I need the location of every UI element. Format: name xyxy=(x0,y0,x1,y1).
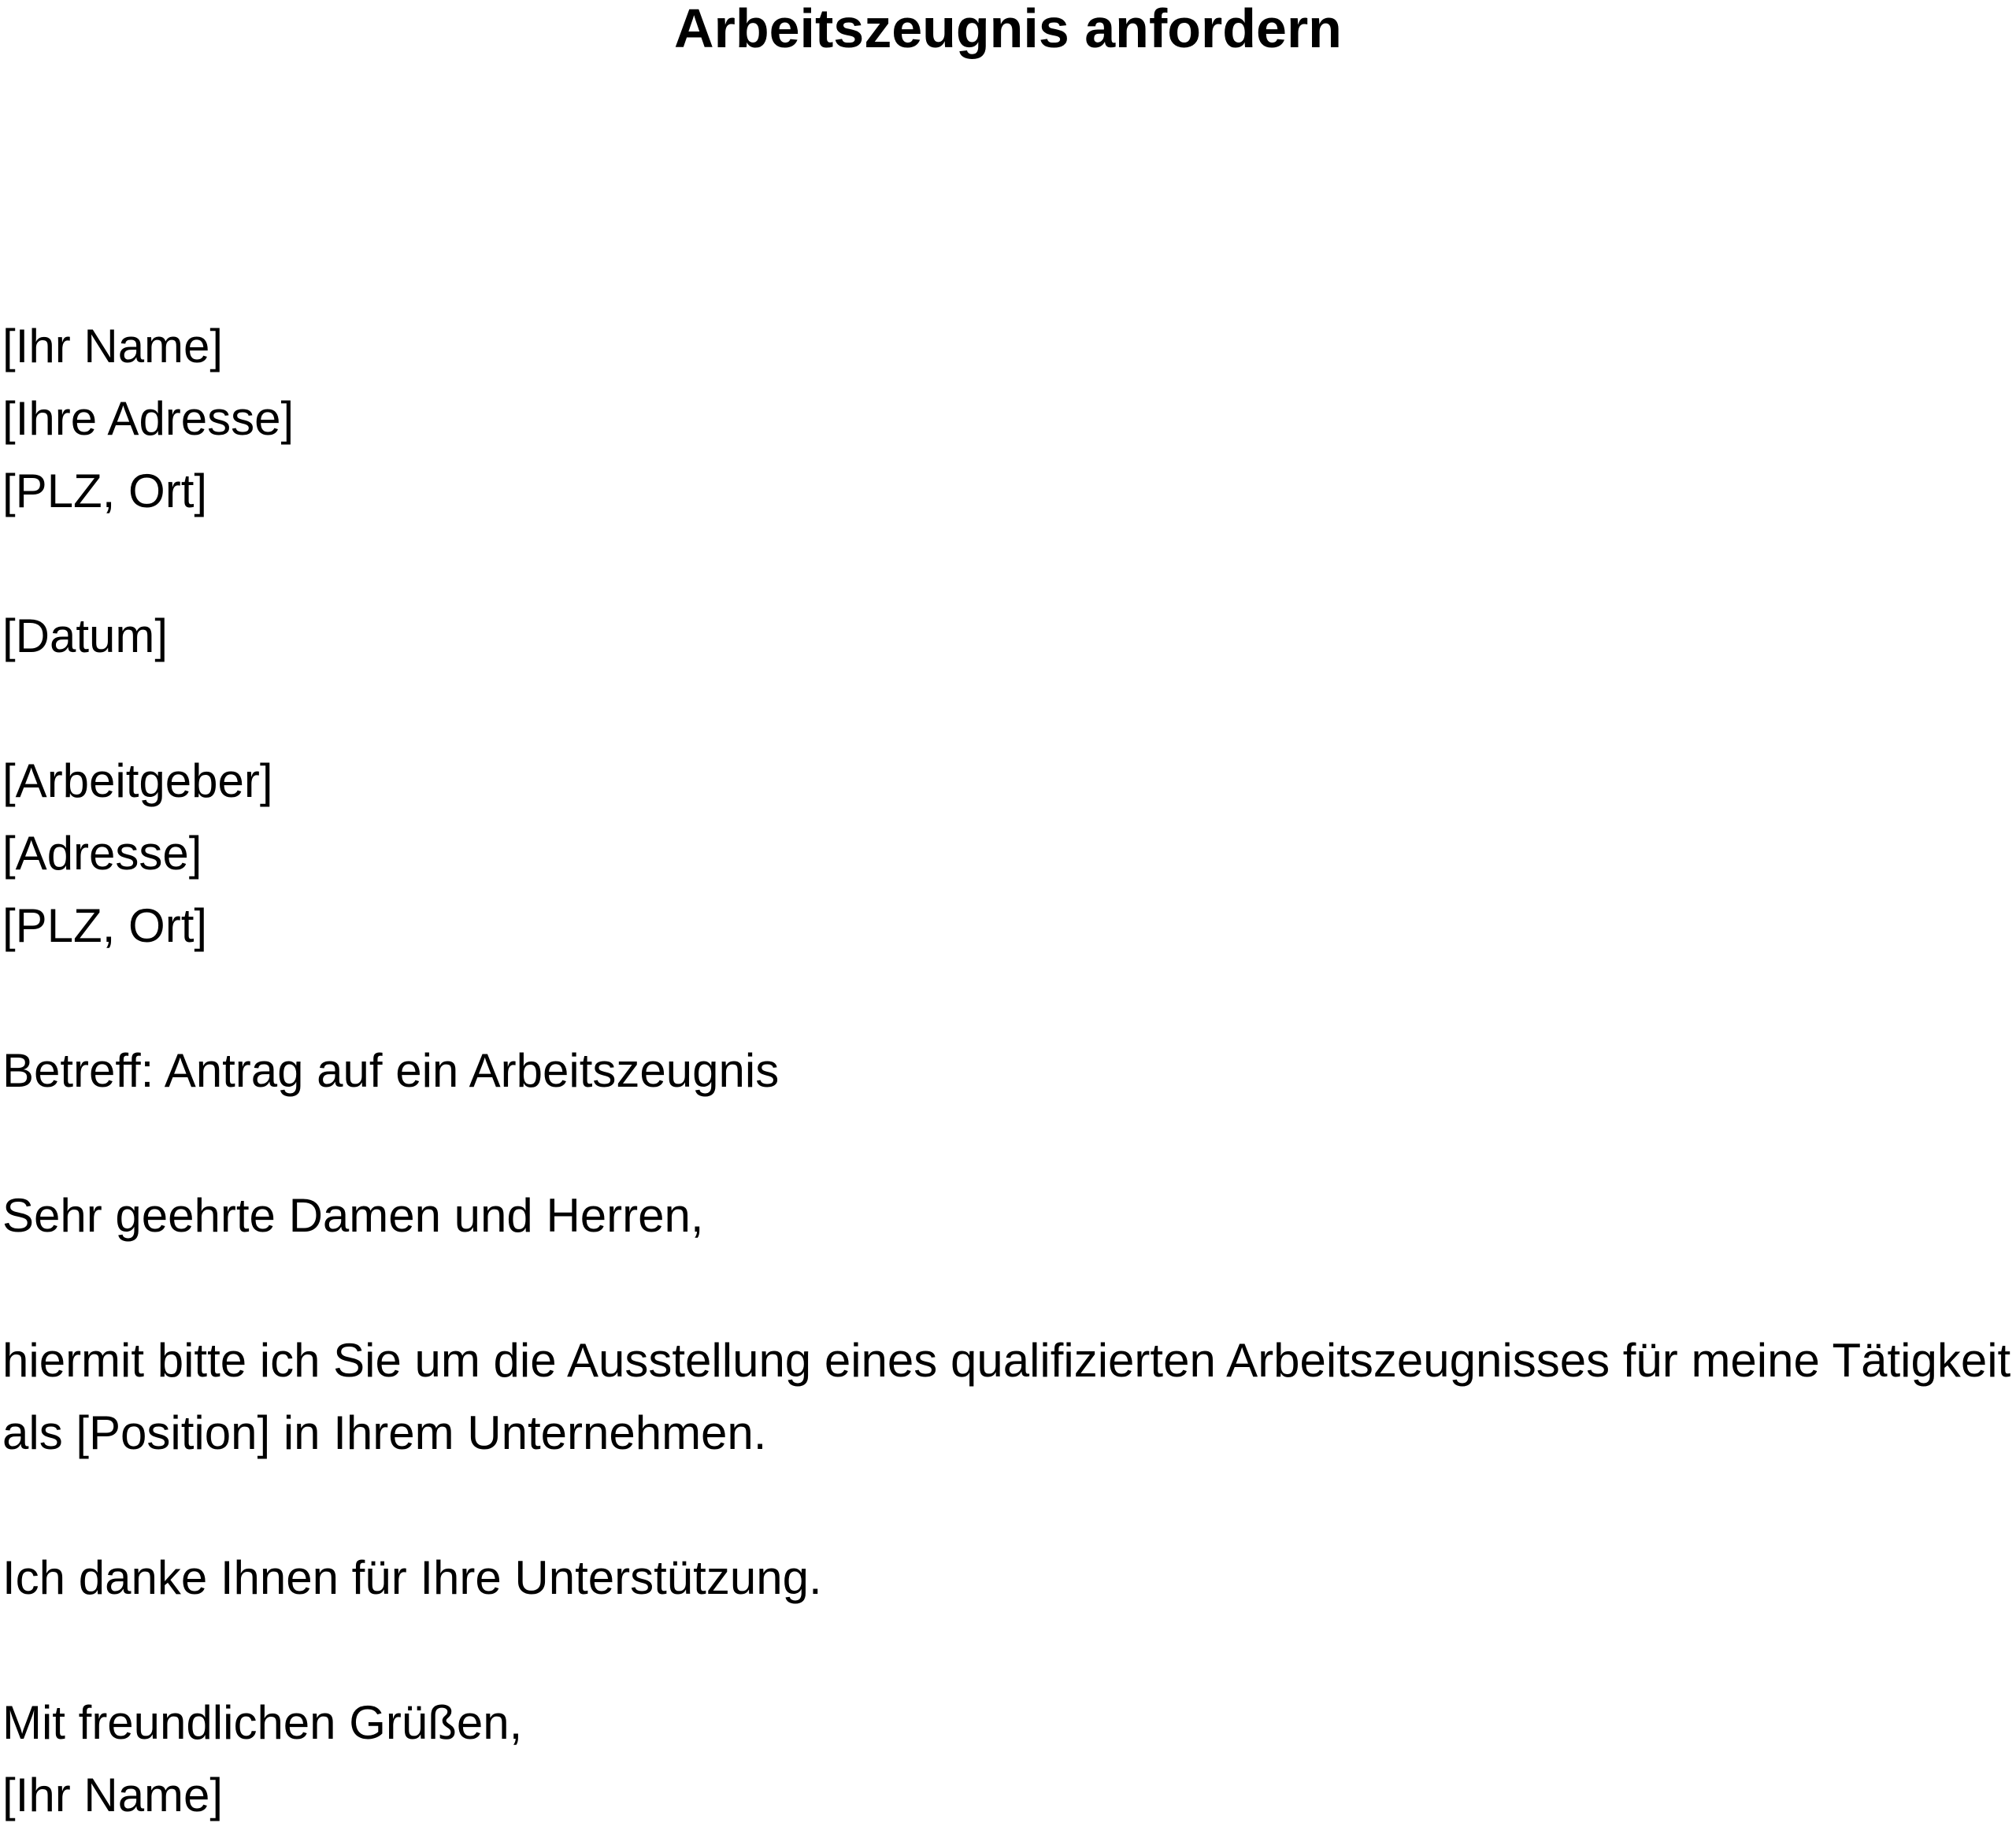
signature-name: [Ihr Name] xyxy=(2,1769,224,1821)
letter-date: [Datum] xyxy=(2,610,169,662)
subject-line: Betreff: Antrag auf ein Arbeitszeugnis xyxy=(2,1044,780,1097)
body-line-1: hiermit bitte ich Sie um die Ausstellung eines qualifizierten Arbeitszeugnisses für meine Tätigkeit xyxy=(2,1334,2011,1387)
closing-line: Mit freundlichen Grüßen, xyxy=(2,1696,523,1749)
recipient-address: [Adresse] xyxy=(2,827,202,880)
sender-name: [Ihr Name] xyxy=(2,320,224,372)
body-line-2: als [Position] in Ihrem Unternehmen. xyxy=(2,1406,767,1459)
thanks-line: Ich danke Ihnen für Ihre Unterstützung. xyxy=(2,1551,822,1604)
recipient-city: [PLZ, Ort] xyxy=(2,899,208,952)
sender-address: [Ihre Adresse] xyxy=(2,392,295,445)
document-title: Arbeitszeugnis anfordern xyxy=(674,0,1342,59)
recipient-employer: [Arbeitgeber] xyxy=(2,754,273,807)
salutation: Sehr geehrte Damen und Herren, xyxy=(2,1189,704,1242)
sender-city: [PLZ, Ort] xyxy=(2,465,208,517)
